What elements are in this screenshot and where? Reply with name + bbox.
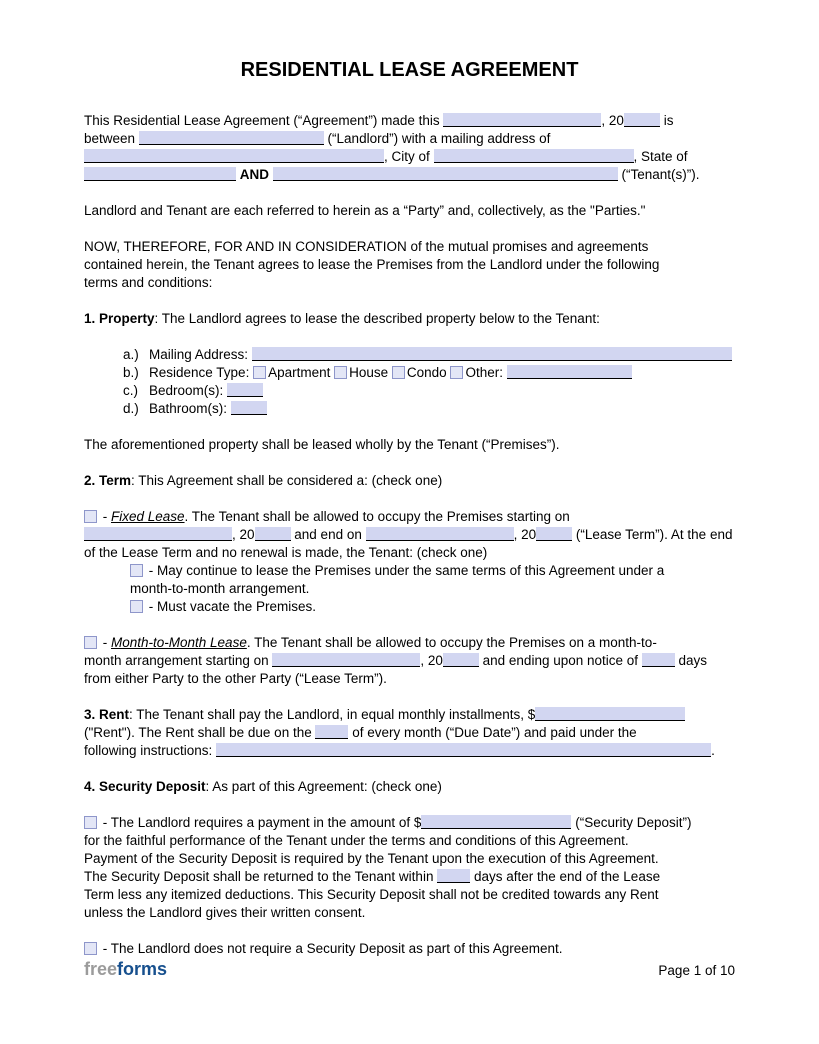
deposit-req-text-4b: days after the end of the Lease xyxy=(470,869,661,884)
property-item-c xyxy=(123,382,735,400)
fixed-lease-line-2 xyxy=(84,526,735,544)
intro-text-2: , 20 xyxy=(601,113,624,128)
no-deposit-line xyxy=(84,940,735,958)
intro-text-9: (“Tenant(s)”). xyxy=(617,167,700,182)
term-section-number: 2. Term xyxy=(84,473,132,488)
m2m-text-2d: days xyxy=(674,653,708,668)
m2m-line-1 xyxy=(84,634,735,652)
intro-line-4 xyxy=(84,166,735,184)
consideration-paragraph xyxy=(84,238,735,292)
rent-paragraph xyxy=(84,706,735,760)
checkbox-must-vacate[interactable] xyxy=(130,600,143,613)
fixed-option-vacate-line xyxy=(130,598,735,616)
logo-free-text: free xyxy=(84,959,118,979)
field-deposit-return-days[interactable] xyxy=(437,869,470,883)
checkbox-condo[interactable] xyxy=(392,366,405,379)
month-to-month-label: Month-to-Month Lease xyxy=(111,635,247,650)
consideration-line-2: contained herein, the Tenant agrees to lease the Premises from the Landlord under the following xyxy=(84,257,660,272)
rent-text-2b: of every month (“Due Date”) and paid under the xyxy=(348,725,637,740)
m2m-text-2a: month arrangement starting on xyxy=(84,653,273,668)
parties-paragraph xyxy=(84,202,735,220)
option-continue-text-1: - May continue to lease the Premises under the same terms of this Agreement under a xyxy=(145,563,665,578)
month-to-month-paragraph xyxy=(84,634,735,688)
option-condo-label: Condo xyxy=(406,365,451,380)
fixed-lease-text-2c: , 20 xyxy=(513,527,537,542)
field-bathrooms[interactable] xyxy=(231,401,267,415)
rent-text-3a: following instructions: xyxy=(84,743,217,758)
intro-text-1: This Residential Lease Agreement (“Agreement”) made this xyxy=(84,113,444,128)
item-d-label: d.) xyxy=(123,401,139,416)
field-m2m-notice-days[interactable] xyxy=(642,653,675,667)
checkbox-month-to-month[interactable] xyxy=(84,636,97,649)
deposit-section-text: : As part of this Agreement: (check one) xyxy=(205,779,442,794)
field-fixed-start-date[interactable] xyxy=(84,527,232,541)
deposit-req-line-3: Payment of the Security Deposit is required by the Tenant upon the execution of this Agreement. xyxy=(84,851,659,866)
property-list xyxy=(84,346,735,418)
m2m-text-2b: , 20 xyxy=(420,653,443,668)
deposit-req-line-2: for the faithful performance of the Tenant under the terms and conditions of this Agreement. xyxy=(84,833,629,848)
field-rent-amount[interactable] xyxy=(535,707,685,721)
rent-text-2a: ("Rent"). The Rent shall be due on the xyxy=(84,725,316,740)
field-landlord-address[interactable] xyxy=(84,149,384,163)
parties-line: Landlord and Tenant are each referred to herein as a “Party” and, collectively, as the "Parties." xyxy=(84,203,646,218)
field-other-residence-type[interactable] xyxy=(507,365,632,379)
fixed-lease-label: Fixed Lease xyxy=(111,509,185,524)
deposit-req-text-4a: The Security Deposit shall be returned to the Tenant within xyxy=(84,869,438,884)
property-heading xyxy=(84,310,735,328)
checkbox-house[interactable] xyxy=(334,366,347,379)
field-fixed-start-year[interactable] xyxy=(255,527,291,541)
intro-and-text: AND xyxy=(239,167,270,182)
term-heading xyxy=(84,472,735,490)
option-vacate-text: - Must vacate the Premises. xyxy=(145,599,317,614)
consideration-line-3: terms and conditions: xyxy=(84,275,213,290)
item-c-label: c.) xyxy=(123,383,138,398)
freeforms-logo xyxy=(84,960,167,978)
intro-text-7: , State of xyxy=(633,149,688,164)
fixed-lease-text-2b: and end on xyxy=(290,527,366,542)
option-apartment-label: Apartment xyxy=(268,365,335,380)
rent-text-1: : The Tenant shall pay the Landlord, in equal monthly installments, $ xyxy=(129,707,536,722)
intro-text-5: (“Landlord”) with a mailing address of xyxy=(323,131,551,146)
no-deposit-paragraph xyxy=(84,940,735,958)
checkbox-apartment[interactable] xyxy=(253,366,266,379)
field-landlord-name[interactable] xyxy=(139,131,324,145)
premises-paragraph xyxy=(84,436,735,454)
field-deposit-amount[interactable] xyxy=(421,815,571,829)
property-section-number: 1. Property xyxy=(84,311,155,326)
field-tenant-names[interactable] xyxy=(273,167,618,181)
rent-line-3 xyxy=(84,742,735,760)
m2m-dash: - xyxy=(99,635,111,650)
deposit-section-number: 4. Security Deposit xyxy=(84,779,206,794)
checkbox-deposit-required[interactable] xyxy=(84,816,97,829)
deposit-req-line-6: unless the Landlord gives their written consent. xyxy=(84,905,366,920)
checkbox-may-continue[interactable] xyxy=(130,564,143,577)
deposit-req-text-1b: (“Security Deposit”) xyxy=(571,815,692,830)
intro-line-3 xyxy=(84,148,735,166)
fixed-lease-text-2a: , 20 xyxy=(232,527,255,542)
field-agreement-year[interactable] xyxy=(624,113,660,127)
intro-text-6: , City of xyxy=(384,149,434,164)
fixed-lease-paragraph xyxy=(84,508,735,616)
property-section-text: : The Landlord agrees to lease the described property below to the Tenant: xyxy=(154,311,600,326)
item-c-text: Bedroom(s): xyxy=(149,383,228,398)
intro-line-2 xyxy=(84,130,735,148)
deposit-req-line-1 xyxy=(84,814,735,832)
item-d-text: Bathroom(s): xyxy=(149,401,231,416)
rent-text-3b: . xyxy=(711,743,715,758)
deposit-heading xyxy=(84,778,735,796)
rent-line-1 xyxy=(84,706,735,724)
deposit-req-text-1a: - The Landlord requires a payment in the amount of $ xyxy=(99,815,422,830)
checkbox-no-deposit[interactable] xyxy=(84,942,97,955)
field-rent-due-day[interactable] xyxy=(315,725,348,739)
rent-section-number: 3. Rent xyxy=(84,707,130,722)
intro-paragraph xyxy=(84,112,735,184)
checkbox-other[interactable] xyxy=(450,366,463,379)
property-item-d xyxy=(123,400,735,418)
intro-text-3: is xyxy=(659,113,674,128)
fixed-dash: - xyxy=(99,509,111,524)
intro-text-4: between xyxy=(84,131,139,146)
property-item-a xyxy=(123,346,735,364)
fixed-option-continue-line-1 xyxy=(130,562,735,580)
item-a-text: Mailing Address: xyxy=(149,347,252,362)
term-section-text: : This Agreement shall be considered a: (check one) xyxy=(131,473,443,488)
item-b-text: Residence Type: xyxy=(149,365,254,380)
checkbox-fixed-lease[interactable] xyxy=(84,510,97,523)
fixed-lease-line-1 xyxy=(84,508,735,526)
deposit-req-line-4 xyxy=(84,868,735,886)
field-m2m-start-date[interactable] xyxy=(272,653,420,667)
deposit-required-paragraph xyxy=(84,814,735,922)
field-bedrooms[interactable] xyxy=(227,383,263,397)
property-item-b xyxy=(123,364,735,382)
field-m2m-start-year[interactable] xyxy=(443,653,479,667)
fixed-lease-text-2d: (“Lease Term”). At the end xyxy=(572,527,733,542)
fixed-lease-text-1: . The Tenant shall be allowed to occupy the Premises starting on xyxy=(184,509,570,524)
rent-line-2 xyxy=(84,724,735,742)
item-a-label: a.) xyxy=(123,347,139,362)
field-fixed-end-year[interactable] xyxy=(536,527,572,541)
page-footer xyxy=(84,960,735,980)
field-state[interactable] xyxy=(84,167,236,181)
option-house-label: House xyxy=(349,365,392,380)
field-agreement-day[interactable] xyxy=(443,113,601,127)
intro-line-1 xyxy=(84,112,735,130)
item-b-label: b.) xyxy=(123,365,139,380)
m2m-text-2c: and ending upon notice of xyxy=(478,653,642,668)
field-fixed-end-date[interactable] xyxy=(366,527,514,541)
consideration-line-1: NOW, THEREFORE, FOR AND IN CONSIDERATION of the mutual promises and agreements xyxy=(84,239,649,254)
m2m-line-3: from either Party to the other Party (“Lease Term”). xyxy=(84,671,387,686)
page-title: RESIDENTIAL LEASE AGREEMENT xyxy=(240,59,579,81)
fixed-option-continue-line-2: month-to-month arrangement. xyxy=(130,581,310,596)
field-payment-instructions[interactable] xyxy=(216,743,711,757)
logo-forms-text: forms xyxy=(117,959,168,979)
field-city[interactable] xyxy=(434,149,634,163)
fixed-lease-line-3: of the Lease Term and no renewal is made, the Tenant: (check one) xyxy=(84,545,488,560)
m2m-text-1: . The Tenant shall be allowed to occupy the Premises on a month-to- xyxy=(246,635,657,650)
page-number: Page 1 of 10 xyxy=(658,963,735,978)
premises-line: The aforementioned property shall be leased wholly by the Tenant (“Premises”). xyxy=(84,437,560,452)
field-mailing-address[interactable] xyxy=(252,347,732,361)
option-other-label: Other: xyxy=(465,365,507,380)
m2m-line-2 xyxy=(84,652,735,670)
deposit-req-line-5: Term less any itemized deductions. This Security Deposit shall not be credited towards any Rent xyxy=(84,887,659,902)
no-deposit-text: - The Landlord does not require a Security Deposit as part of this Agreement. xyxy=(99,941,563,956)
